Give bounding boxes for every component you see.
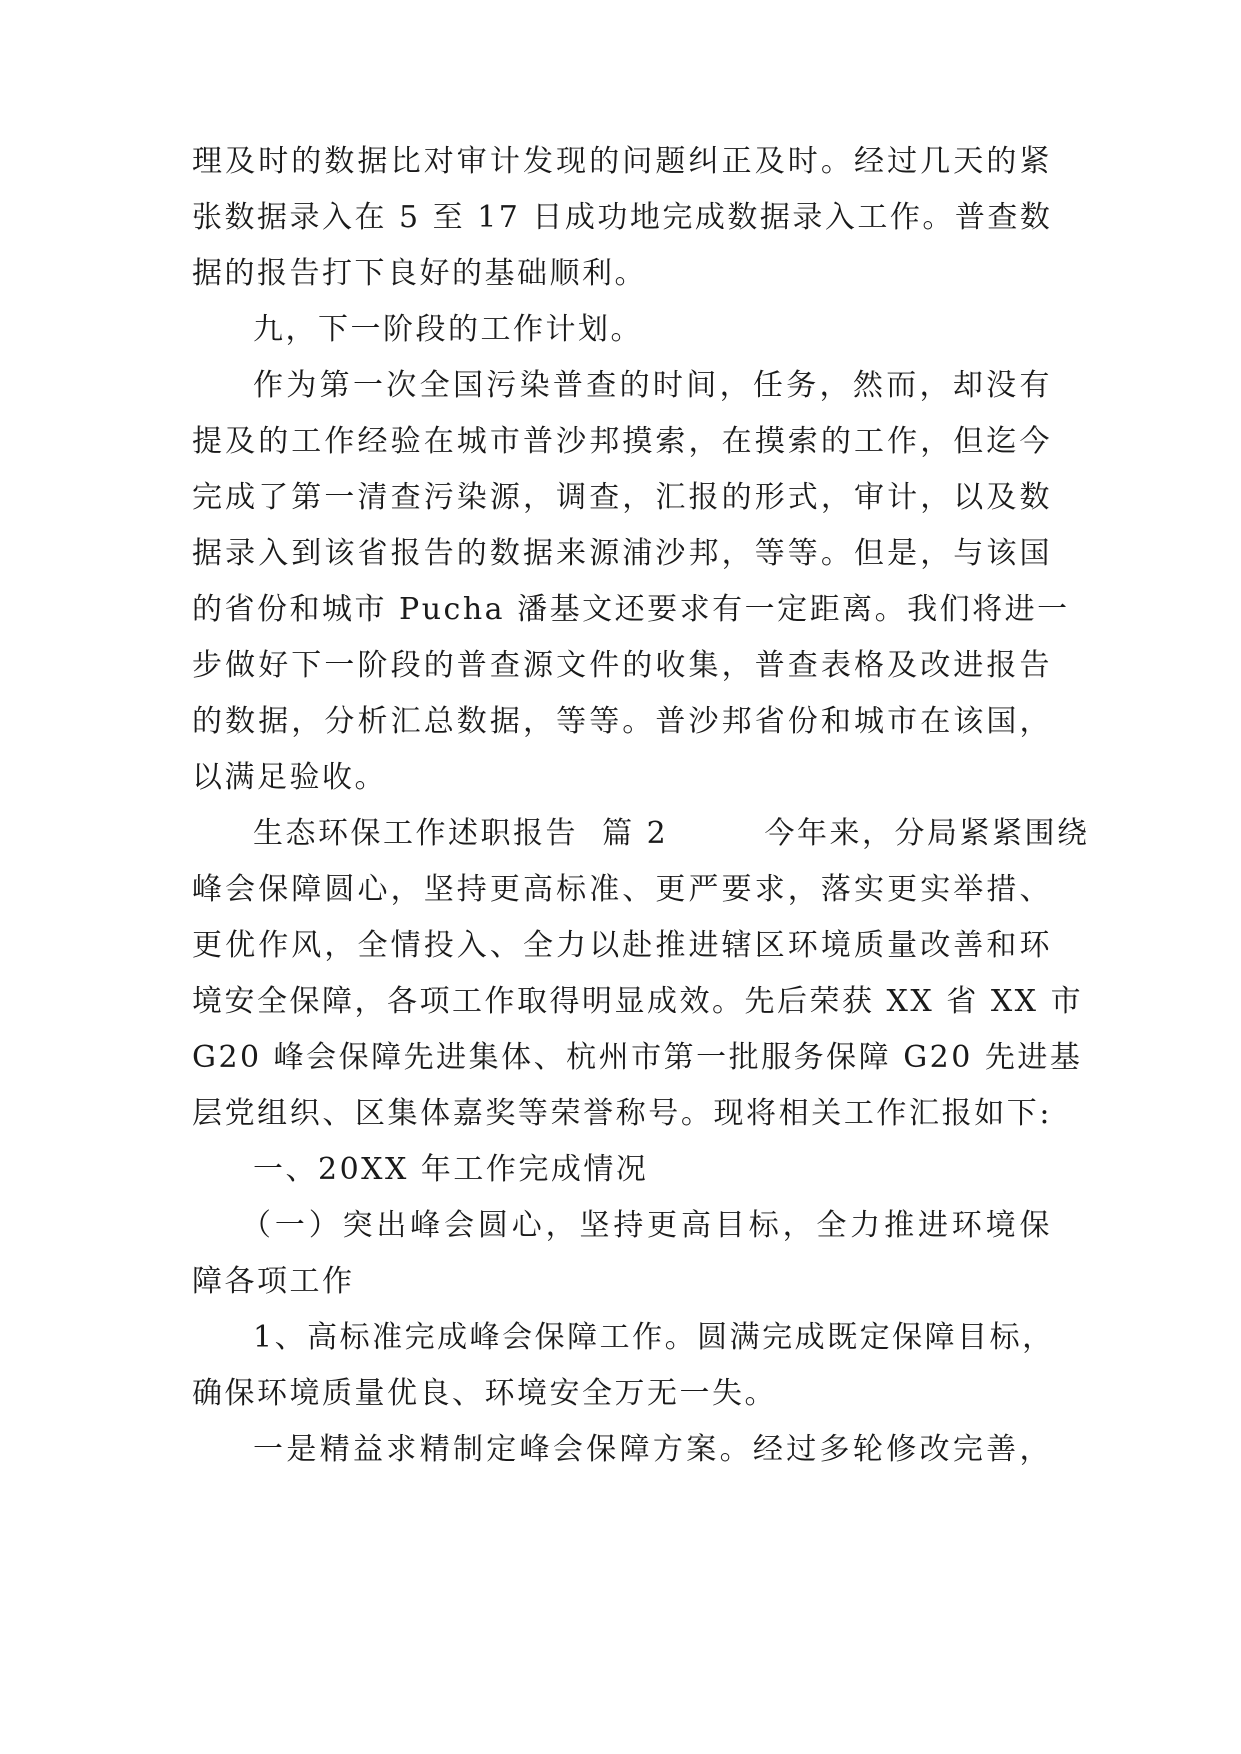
paragraph-line: 峰会保障圆心，坚持更高标准、更严要求，落实更实举措、 (192, 872, 1052, 907)
subsection-heading: （一）突出峰会圆心，坚持更高目标，全力推进环境保 (241, 1208, 1052, 1243)
paragraph-line: 1、高标准完成峰会保障工作。圆满完成既定保障目标， (253, 1320, 1055, 1355)
paragraph-line: 据的报告打下良好的基础顺利。 (192, 256, 647, 291)
paragraph-line: 提及的工作经验在城市普沙邦摸索，在摸索的工作，但迄今 (192, 424, 1052, 459)
paragraph-line: 以满足验收。 (192, 760, 387, 795)
paragraph-line: 理及时的数据比对审计发现的问题纠正及时。经过几天的紧 (192, 144, 1052, 179)
section-heading: 九，下一阶段的工作计划。 (253, 312, 643, 347)
paragraph-line: 据录入到该省报告的数据来源浦沙邦，等等。但是，与该国 (192, 536, 1052, 571)
paragraph-line: 步做好下一阶段的普查源文件的收集，普查表格及改进报告 (192, 648, 1052, 683)
paragraph-line: 作为第一次全国污染普查的时间，任务，然而，却没有 (253, 368, 1052, 403)
paragraph-line: 层党组织、区集体嘉奖等荣誉称号。现将相关工作汇报如下: (192, 1096, 1052, 1131)
section-heading: 一、20XX 年工作完成情况 (253, 1152, 649, 1187)
paragraph-line: 张数据录入在 5 至 17 日成功地完成数据录入工作。普查数 (192, 200, 1053, 235)
paragraph-line: 更优作风，全情投入、全力以赴推进辖区环境质量改善和环 (192, 928, 1052, 963)
paragraph-line: G20 峰会保障先进集体、杭州市第一批服务保障 G20 先进基 (192, 1040, 1083, 1075)
report-title-line: 生态环保工作述职报告 篇 2 今年来，分局紧紧围绕 (253, 816, 1090, 851)
paragraph-line: 一是精益求精制定峰会保障方案。经过多轮修改完善， (253, 1432, 1052, 1467)
paragraph-line: 完成了第一清查污染源，调查，汇报的形式，审计，以及数 (192, 480, 1052, 515)
paragraph-line: 确保环境质量优良、环境安全万无一失。 (192, 1376, 777, 1411)
paragraph-line: 的省份和城市 Pucha 潘基文还要求有一定距离。我们将进一 (192, 592, 1070, 627)
paragraph-line: 的数据，分析汇总数据，等等。普沙邦省份和城市在该国， (192, 704, 1052, 739)
subsection-heading: 障各项工作 (192, 1264, 355, 1299)
paragraph-line: 境安全保障，各项工作取得明显成效。先后荣获 XX 省 XX 市 (192, 984, 1084, 1019)
